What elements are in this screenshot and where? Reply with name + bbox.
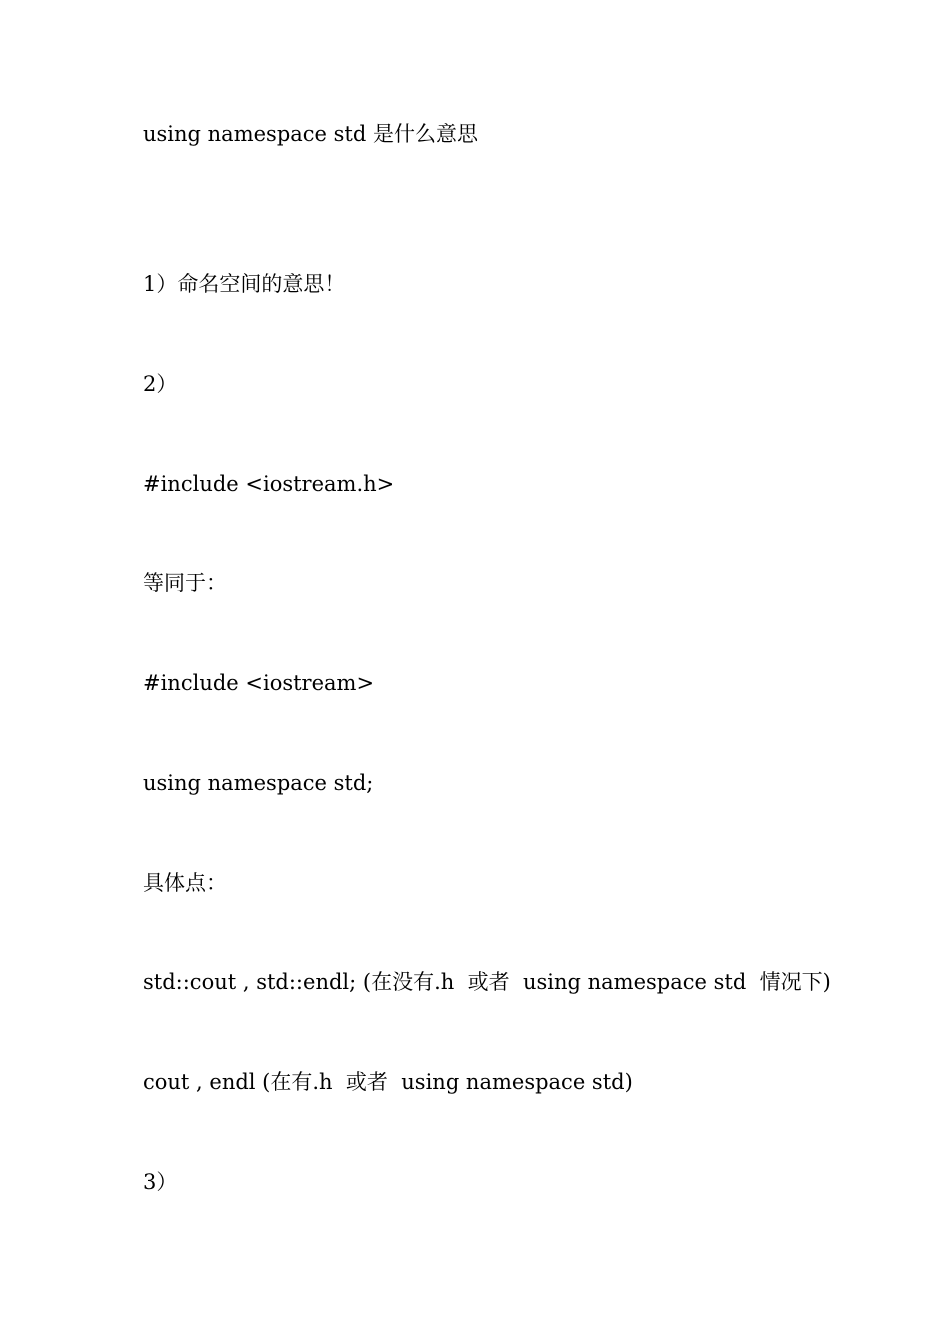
code-line-using-namespace: using namespace std; <box>143 771 374 795</box>
paragraph-equivalent-to: 等同于： <box>143 571 227 595</box>
paragraph-specifically: 具体点： <box>143 871 227 895</box>
paragraph-point-1: 1）命名空间的意思！ <box>143 272 346 296</box>
paragraph-point-2: 2） <box>143 372 178 396</box>
paragraph-point-3: 3） <box>143 1170 178 1194</box>
code-line-std-cout: std::cout , std::endl; (在没有.h 或者 using namespace std 情况下) <box>143 970 831 994</box>
document-title: using namespace std 是什么意思 <box>143 122 478 146</box>
code-line-include-iostream-h: #include <iostream.h> <box>143 472 395 496</box>
code-line-include-iostream: #include <iostream> <box>143 671 375 695</box>
code-line-cout: cout , endl (在有.h 或者 using namespace std) <box>143 1070 633 1094</box>
